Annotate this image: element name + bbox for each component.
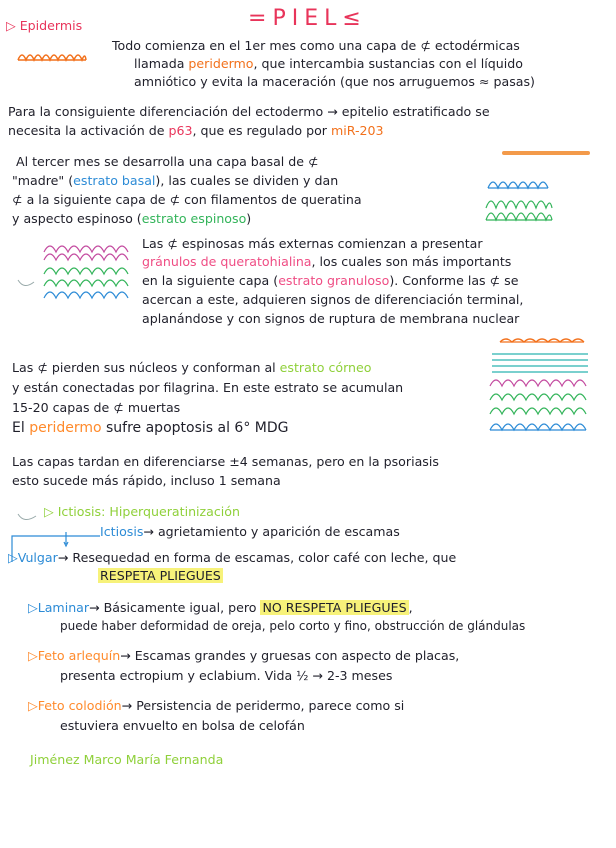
text-line: en la siguiente capa (estrato granuloso). Conforme las ⊄ se [142,273,519,288]
text-line: Las capas tardan en diferenciarse ±4 semanas, pero en la psoriasis [12,454,439,469]
author-name: Jiménez Marco María Fernanda [30,752,224,767]
text-line: Las ⊄ espinosas más externas comienzan a presentar [142,236,483,251]
text-line: Todo comienza en el 1er mes como una capa de ⊄ ectodérmicas [112,38,520,53]
text-line: esto sucede más rápido, incluso 1 semana [12,473,281,488]
text-line: ▷Feto arlequín→ Escamas grandes y gruesas con aspecto de placas, [28,648,460,663]
text-line: Al tercer mes se desarrolla una capa basal de ⊄ [16,154,319,169]
text-line: gránulos de queratohialina, los cuales son más importants [142,254,512,269]
text-line: presenta ectropium y eclabium. Vida ½ → 2-3 meses [60,668,393,683]
text-line: 15-20 capas de ⊄ muertas [12,400,181,415]
granular-layers-sketch [40,238,136,300]
text-line: puede haber deformidad de oreja, pelo corto y fino, obstrucción de glándulas [60,619,526,633]
text-line: ▷Vulgar→ Resequedad en forma de escamas, color café con leche, que [8,550,457,565]
section-heading-epidermis: ▷ Epidermis [6,18,83,33]
curve-mark [16,276,36,290]
text-line: RESPETA PLIEGUES [100,568,221,583]
full-epidermis-sketch [484,334,596,438]
text-line: El peridermo sufre apoptosis al 6° MDG [12,420,289,436]
text-line: Ictiosis→ agrietamiento y aparición de escamas [100,524,400,539]
text-line: estuviera envuelto en bolsa de celofán [60,718,305,733]
periderm-sketch [16,48,88,62]
text-line: ▷Feto colodión→ Persistencia de peridermo, parece como si [28,698,405,713]
page-title: =PIEL≤ [248,6,367,31]
text-line: ⊄ a la siguiente capa de ⊄ con filamentos de queratina [12,192,362,207]
text-line: Las ⊄ pierden sus núcleos y conforman al estrato córneo [12,360,372,375]
text-line: Para la consiguiente diferenciación del ectodermo → epitelio estratificado se [8,104,490,119]
corneum-bar-sketch [500,149,592,157]
text-line: "madre" (estrato basal), las cuales se dividen y dan [12,173,339,188]
section-heading-ictiosis: ▷ Ictiosis: Hiperqueratinización [44,504,240,519]
text-line: necesita la activación de p63, que es regulado por miR-203 [8,123,384,138]
text-line: y están conectadas por filagrina. En este estrato se acumulan [12,380,404,395]
curve-mark [16,510,38,524]
text-line: aplanándose y con signos de ruptura de membrana nuclear [142,311,520,326]
text-line: amniótico y evita la maceración (que nos arruguemos ≈ pasas) [134,74,535,89]
text-line: acercan a este, adquieren signos de diferenciación terminal, [142,292,524,307]
text-line: llamada peridermo, que intercambia sustancias con el líquido [134,56,523,71]
basal-spinous-sketch [484,168,554,224]
text-line: y aspecto espinoso (estrato espinoso) [12,211,252,226]
text-line: ▷Laminar→ Básicamente igual, pero NO RESPETA PLIEGUES , [28,600,413,615]
